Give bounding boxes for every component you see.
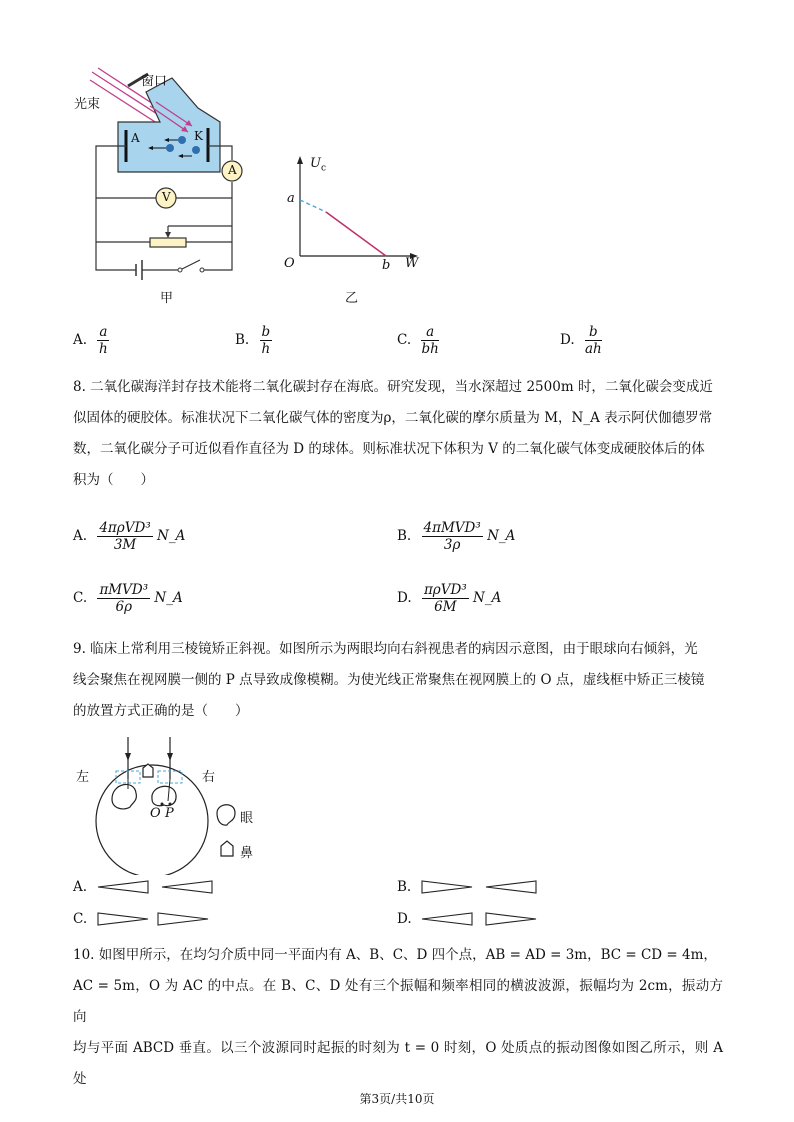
q9-option-a-prisms — [96, 879, 216, 895]
q8-question-text: 8. 二氧化碳海洋封存技术能将二氧化碳封存在海底。研究发现，当水深超过 2500m 时，二氧化碳会变成近 似固体的硬胶体。标准状况下二氧化碳气体的密度为ρ，二氧化碳的摩尔质量为 M，N_A 表示阿伏伽德罗常 数，二氧化碳分子可近似看作直径为 D 的球体。则标准状况下体积为 V 的二氧化碳气体变成硬胶体后的体 积为（ ） — [73, 379, 713, 488]
q9-question-text: 9. 临床上常利用三棱镜矫正斜视。如图所示为两眼均向右斜视患者的病因示意图，由于眼球向右倾斜，光 线会聚焦在视网膜一侧的 P 点导致成像模糊。为使光线正常聚焦在视网膜上的 O 点，虚线框中矫正三棱镜 的放置方式正确的是（ ） — [73, 641, 705, 719]
ammeter-label: A — [228, 163, 237, 177]
right-label: 右 — [202, 770, 216, 785]
q9-option-c[interactable]: C. — [73, 911, 88, 927]
graph-x-label: W — [405, 256, 419, 271]
figure-jia-caption: 甲 — [160, 291, 174, 306]
graph-b-label: b — [382, 258, 391, 273]
q9-option-b[interactable]: B. — [397, 879, 412, 895]
q9-option-c-prisms — [96, 911, 216, 927]
q7-option-a[interactable]: A. $\frac{a}{h}$ — [73, 324, 108, 357]
q10-question-text: 10. 如图甲所示，在均匀介质中同一平面内有 A、B、C、D 四个点，AB = AD = 3m，BC = CD = 4m， AC = 5m，O 为 AC 的中点。在 B、C、D 处有三个振幅和频率相同的横波波源，振幅均为 2cm，振动方向 均与平面 ABCD 垂直。以三个波源同时起振的时刻为 t = 0 时刻，O 处质点的振动图像如图乙所示，则 A 处 — [73, 947, 723, 1087]
beam-label: 光束 — [74, 97, 101, 112]
q8-option-a[interactable]: A. $\frac{\text{4πρVD³}}{3M}$ N_A — [73, 520, 186, 553]
q7-option-d[interactable]: D. $\frac{b}{ah}$ — [560, 324, 602, 357]
q9-option-d-prisms — [420, 911, 540, 927]
nose-legend-icon — [219, 840, 235, 858]
head-eyes-figure — [90, 735, 220, 875]
eye-legend-icon — [215, 801, 237, 827]
q9-option-b-prisms — [420, 879, 540, 895]
q8-option-c[interactable]: C. $\frac{\text{πMVD³}}{6\rho}$ N_A — [73, 582, 183, 615]
q7-option-b[interactable]: B. $\frac{b}{h}$ — [235, 324, 271, 357]
nose-legend-label: 鼻 — [240, 846, 254, 861]
point-o-label: O — [150, 806, 161, 821]
electrode-a-label: A — [131, 131, 140, 145]
q8-option-d[interactable]: D. $\frac{\text{πρVD³}}{6M}$ N_A — [397, 582, 502, 615]
graph-a-label: a — [287, 191, 295, 206]
eye-legend-label: 眼 — [240, 811, 254, 826]
figure-yi-caption: 乙 — [345, 291, 359, 306]
q8-option-b[interactable]: B. $\frac{\text{4πMVD³}}{3\rho}$ N_A — [397, 520, 516, 553]
voltmeter-label: V — [162, 190, 171, 204]
graph-y-label: $U_c$ — [310, 156, 327, 174]
point-p-label: P — [165, 806, 174, 821]
window-label: 窗口 — [141, 74, 168, 89]
q7-option-c[interactable]: C. $\frac{a}{bh}$ — [397, 324, 439, 357]
q9-option-a[interactable]: A. — [73, 879, 88, 895]
page-footer: 第3页/共10页 — [359, 1092, 435, 1106]
q9-option-d[interactable]: D. — [397, 911, 412, 927]
electrode-k-label: K — [194, 129, 203, 143]
left-label: 左 — [76, 770, 90, 785]
graph-origin-label: O — [284, 256, 295, 271]
